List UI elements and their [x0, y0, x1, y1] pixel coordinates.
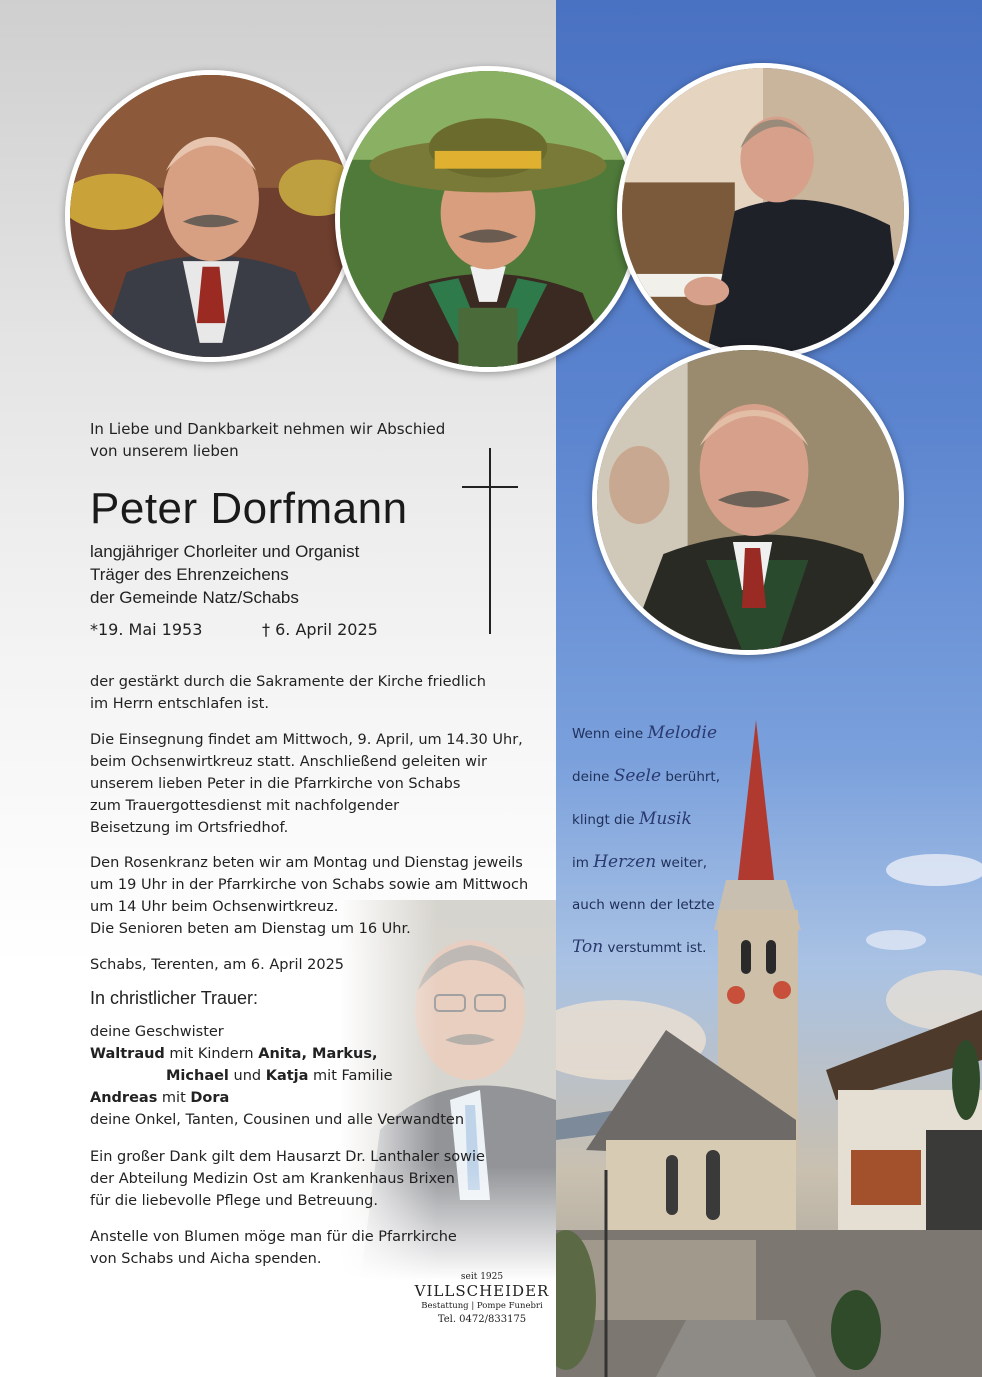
deceased-subtitle — [90, 540, 359, 609]
subtitle-line-3: der Gemeinde Natz/Schabs — [90, 588, 299, 607]
paragraph-rosary — [90, 852, 530, 940]
text-line: der gestärkt durch die Sakramente der Kirche friedlich — [90, 674, 486, 690]
text-line: zum Trauergottesdienst mit nachfolgender — [90, 798, 400, 814]
mourning-heading: In christlicher Trauer: — [90, 988, 259, 1008]
paragraph-sacraments — [90, 671, 530, 715]
paragraph-thanks — [90, 1146, 530, 1212]
intro-line-1: In Liebe und Dankbarkeit nehmen wir Abschied — [90, 420, 446, 438]
text-line: Den Rosenkranz beten wir am Montag und Dienstag jeweils — [90, 855, 523, 871]
siblings-intro: deine Geschwister — [90, 1024, 224, 1040]
family-line-1: Waltraud mit Kindern Anita, Markus, — [90, 1046, 378, 1062]
text-line: Anstelle von Blumen möge man für die Pfarrkirche — [90, 1229, 457, 1245]
text-line: unserem lieben Peter in die Pfarrkirche von Schabs — [90, 776, 461, 792]
intro-line-2: von unserem lieben — [90, 442, 239, 460]
paragraph-flowers — [90, 1226, 530, 1270]
cross-icon — [489, 448, 491, 634]
family-line-2: Michael und Katja mit Familie — [166, 1068, 393, 1084]
poem-line-6: Ton verstummt ist. — [572, 937, 707, 957]
mourning-family-list — [90, 1021, 530, 1131]
birth-date: *19. Mai 1953 — [90, 620, 203, 639]
portrait-photo-3-piano — [617, 63, 909, 359]
portrait-photo-4 — [592, 345, 904, 655]
cross-icon-bar — [462, 486, 518, 488]
death-date: † 6. April 2025 — [262, 620, 378, 639]
subtitle-line-1: langjähriger Chorleiter und Organist — [90, 542, 360, 561]
logo-since: seit 1925 — [460, 1272, 504, 1282]
poem-line-3: klingt die Musik — [572, 809, 692, 829]
text-line: Beisetzung im Ortsfriedhof. — [90, 820, 289, 836]
portrait-photo-2-traditional-hat — [335, 66, 641, 372]
text-line: um 14 Uhr beim Ochsenwirtkreuz. — [90, 899, 339, 915]
family-line-3: Andreas mit Dora — [90, 1090, 230, 1106]
subtitle-line-2: Träger des Ehrenzeichens — [90, 565, 289, 584]
text-line: von Schabs und Aicha spenden. — [90, 1251, 322, 1267]
text-line: Ein großer Dank gilt dem Hausarzt Dr. Lanthaler sowie — [90, 1149, 485, 1165]
deceased-name: Peter Dorfmann — [90, 484, 408, 533]
poem — [572, 712, 772, 969]
poem-line-1: Wenn eine Melodie — [572, 723, 718, 743]
text-line: Die Senioren beten am Dienstag um 16 Uhr. — [90, 921, 411, 937]
text-line: der Abteilung Medizin Ost am Krankenhaus Brixen — [90, 1171, 455, 1187]
logo-subtitle: Bestattung | Pompe Funebri — [421, 1301, 543, 1311]
paragraph-funeral — [90, 729, 530, 839]
text-line: im Herrn entschlafen ist. — [90, 696, 269, 712]
relatives-line: deine Onkel, Tanten, Cousinen und alle Verwandten — [90, 1112, 465, 1128]
poem-line-2: deine Seele berührt, — [572, 766, 721, 786]
text-line: Die Einsegnung findet am Mittwoch, 9. April, um 14.30 Uhr, — [90, 732, 523, 748]
logo-phone: Tel. 0472/833175 — [437, 1314, 527, 1325]
text-line: um 19 Uhr in der Pfarrkirche von Schabs sowie am Mittwoch — [90, 877, 529, 893]
poem-line-4: im Herzen weiter, — [572, 852, 708, 872]
portrait-photo-1 — [65, 70, 357, 362]
poem-line-5: auch wenn der letzte — [572, 897, 715, 913]
place-date: Schabs, Terenten, am 6. April 2025 — [90, 957, 345, 973]
text-line: beim Ochsenwirtkreuz statt. Anschließend geleiten wir — [90, 754, 487, 770]
text-line: für die liebevolle Pflege und Betreuung. — [90, 1193, 378, 1209]
logo-brand: VILLSCHEIDER — [414, 1282, 550, 1300]
funeral-home-logo — [412, 1272, 552, 1328]
